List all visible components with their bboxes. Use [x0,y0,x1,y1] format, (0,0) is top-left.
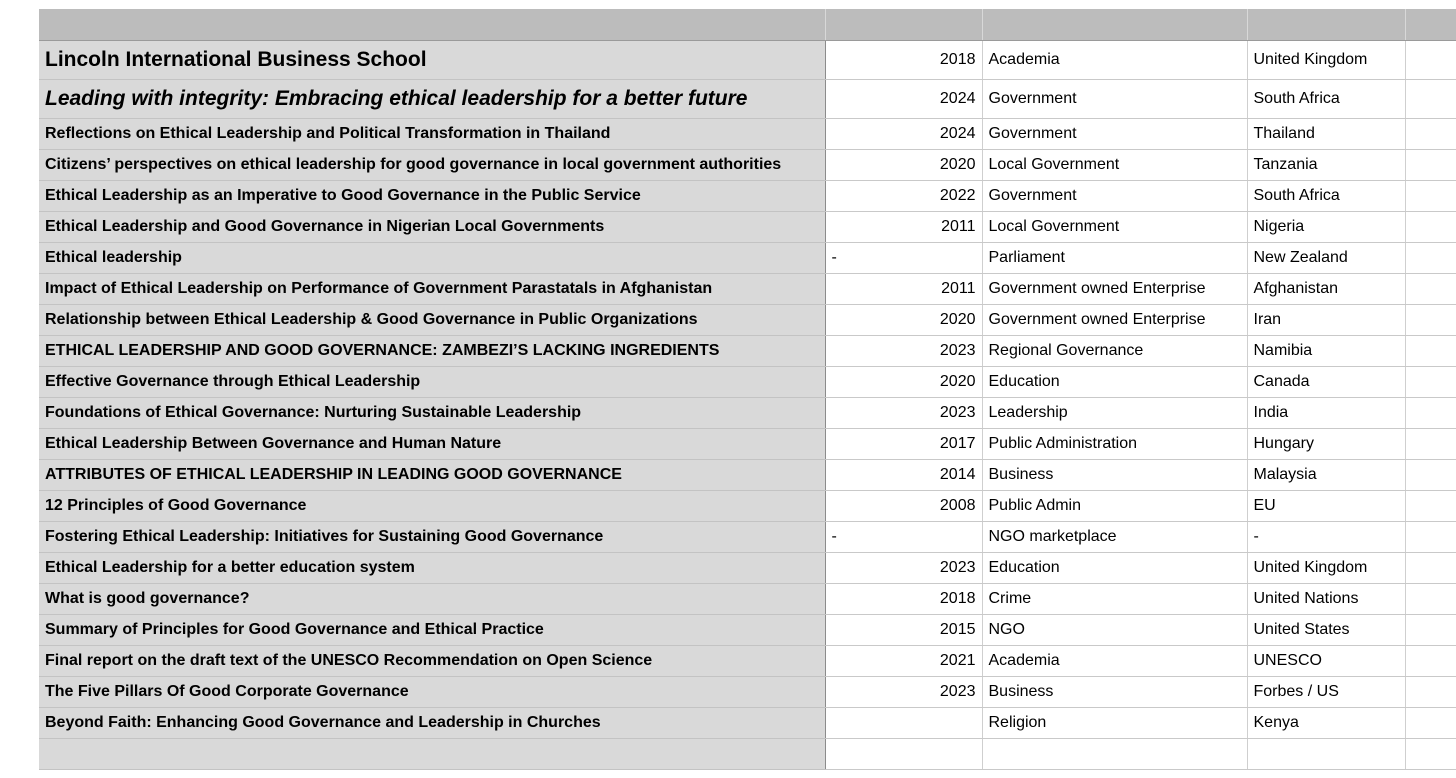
year-cell[interactable]: 2023 [825,336,982,367]
table-row [39,274,1456,305]
year-cell[interactable]: 2011 [825,274,982,305]
empty-cell[interactable] [1405,212,1456,243]
title-cell[interactable]: Beyond Faith: Enhancing Good Governance and Leadership in Churches [39,708,825,739]
header-row [39,9,1456,41]
header-cell-title[interactable] [39,9,825,41]
title-cell[interactable]: Relationship between Ethical Leadership & Good Governance in Public Organizations [39,305,825,336]
table-row [39,336,1456,367]
empty-cell[interactable] [1405,150,1456,181]
sector-cell[interactable]: Local Government [982,150,1247,181]
table-row [39,243,1456,274]
sector-cell[interactable]: Public Admin [982,491,1247,522]
year-cell[interactable]: 2018 [825,41,982,80]
table-row [39,460,1456,491]
country-cell[interactable]: Forbes / US [1247,677,1405,708]
year-cell[interactable] [825,708,982,739]
year-cell[interactable]: 2008 [825,491,982,522]
table-row [39,646,1456,677]
year-cell[interactable]: 2020 [825,305,982,336]
table-row [39,41,1456,80]
country-cell[interactable]: India [1247,398,1405,429]
title-cell[interactable]: Ethical Leadership for a better education system [39,553,825,584]
sector-cell[interactable]: Public Administration [982,429,1247,460]
empty-cell[interactable] [1405,491,1456,522]
table-row [39,615,1456,646]
sector-cell[interactable]: Leadership [982,398,1247,429]
sector-cell[interactable]: NGO [982,615,1247,646]
table-row [39,739,1456,770]
empty-cell[interactable] [1405,305,1456,336]
year-cell[interactable]: 2023 [825,677,982,708]
table-row [39,429,1456,460]
year-cell[interactable]: 2020 [825,367,982,398]
sector-cell[interactable]: Local Government [982,212,1247,243]
title-cell[interactable]: 12 Principles of Good Governance [39,491,825,522]
year-cell[interactable]: 2011 [825,212,982,243]
empty-cell[interactable] [1405,677,1456,708]
header-cell-year[interactable] [825,9,982,41]
title-cell[interactable]: Ethical Leadership as an Imperative to Good Governance in the Public Service [39,181,825,212]
title-cell[interactable]: Impact of Ethical Leadership on Performance of Government Parastatals in Afghanistan [39,274,825,305]
table-row [39,553,1456,584]
year-cell[interactable]: 2022 [825,181,982,212]
country-cell[interactable]: Iran [1247,305,1405,336]
empty-cell[interactable] [1405,584,1456,615]
sector-cell[interactable]: Government [982,119,1247,150]
year-cell[interactable]: 2023 [825,398,982,429]
country-cell[interactable] [1247,739,1405,770]
country-cell[interactable]: Thailand [1247,119,1405,150]
country-cell[interactable]: Afghanistan [1247,274,1405,305]
table-row [39,150,1456,181]
table-row [39,522,1456,553]
country-cell[interactable]: Malaysia [1247,460,1405,491]
empty-cell[interactable] [1405,367,1456,398]
header-cell-sector[interactable] [982,9,1247,41]
year-cell[interactable]: 2024 [825,80,982,119]
title-cell[interactable]: Reflections on Ethical Leadership and Political Transformation in Thailand [39,119,825,150]
country-cell[interactable]: Kenya [1247,708,1405,739]
year-cell[interactable]: 2017 [825,429,982,460]
country-cell[interactable]: United Kingdom [1247,41,1405,80]
country-cell[interactable]: Hungary [1247,429,1405,460]
title-cell[interactable]: Ethical leadership [39,243,825,274]
header-cell-country[interactable] [1247,9,1405,41]
table-row [39,708,1456,739]
year-cell[interactable]: 2014 [825,460,982,491]
country-cell[interactable]: New Zealand [1247,243,1405,274]
sector-cell[interactable]: Government owned Enterprise [982,305,1247,336]
table-row [39,181,1456,212]
sector-cell[interactable]: Business [982,677,1247,708]
title-cell[interactable]: ATTRIBUTES OF ETHICAL LEADERSHIP IN LEADING GOOD GOVERNANCE [39,460,825,491]
sector-cell[interactable]: Business [982,460,1247,491]
title-cell[interactable] [39,739,825,770]
table-row [39,398,1456,429]
table-row [39,305,1456,336]
title-cell[interactable]: The Five Pillars Of Good Corporate Governance [39,677,825,708]
country-cell[interactable]: Tanzania [1247,150,1405,181]
country-cell[interactable]: EU [1247,491,1405,522]
sector-cell[interactable]: Academia [982,41,1247,80]
sector-cell[interactable]: Education [982,553,1247,584]
year-cell[interactable]: 2021 [825,646,982,677]
empty-cell[interactable] [1405,646,1456,677]
empty-cell[interactable] [1405,708,1456,739]
country-cell[interactable]: - [1247,522,1405,553]
empty-cell[interactable] [1405,243,1456,274]
country-cell[interactable]: Nigeria [1247,212,1405,243]
sector-cell[interactable]: Religion [982,708,1247,739]
title-cell[interactable]: Foundations of Ethical Governance: Nurturing Sustainable Leadership [39,398,825,429]
year-cell[interactable] [825,739,982,770]
empty-cell[interactable] [1405,739,1456,770]
empty-cell[interactable] [1405,553,1456,584]
sector-cell[interactable]: Education [982,367,1247,398]
table-row [39,80,1456,119]
empty-cell[interactable] [1405,119,1456,150]
title-cell[interactable]: Final report on the draft text of the UNESCO Recommendation on Open Science [39,646,825,677]
year-cell[interactable]: 2024 [825,119,982,150]
year-cell[interactable]: 2015 [825,615,982,646]
empty-cell[interactable] [1405,80,1456,119]
sector-cell[interactable]: Government [982,181,1247,212]
empty-cell[interactable] [1405,522,1456,553]
table-row [39,212,1456,243]
country-cell[interactable]: United Nations [1247,584,1405,615]
country-cell[interactable]: Canada [1247,367,1405,398]
empty-cell[interactable] [1405,41,1456,80]
year-cell[interactable]: 2018 [825,584,982,615]
sector-cell[interactable]: Government owned Enterprise [982,274,1247,305]
title-cell[interactable]: Ethical Leadership and Good Governance in Nigerian Local Governments [39,212,825,243]
title-cell[interactable]: Ethical Leadership Between Governance and Human Nature [39,429,825,460]
empty-cell[interactable] [1405,181,1456,212]
sector-cell[interactable]: NGO marketplace [982,522,1247,553]
sector-cell[interactable]: Parliament [982,243,1247,274]
country-cell[interactable]: United States [1247,615,1405,646]
title-cell[interactable]: Leading with integrity: Embracing ethical leadership for a better future [39,80,825,119]
sector-cell[interactable]: Academia [982,646,1247,677]
sector-cell[interactable] [982,739,1247,770]
country-cell[interactable]: Namibia [1247,336,1405,367]
table-row [39,677,1456,708]
table-row [39,584,1456,615]
country-cell[interactable]: South Africa [1247,181,1405,212]
country-cell[interactable]: South Africa [1247,80,1405,119]
title-cell[interactable]: Fostering Ethical Leadership: Initiatives for Sustaining Good Governance [39,522,825,553]
empty-cell[interactable] [1405,460,1456,491]
table-row [39,491,1456,522]
country-cell[interactable]: UNESCO [1247,646,1405,677]
data-table [39,9,1456,770]
title-cell[interactable]: ETHICAL LEADERSHIP AND GOOD GOVERNANCE: ZAMBEZI’S LACKING INGREDIENTS [39,336,825,367]
spreadsheet [39,9,1456,770]
year-cell[interactable]: 2020 [825,150,982,181]
sector-cell[interactable]: Crime [982,584,1247,615]
table-row [39,119,1456,150]
title-cell[interactable]: Citizens’ perspectives on ethical leadership for good governance in local government authorities [39,150,825,181]
header-cell-extra[interactable] [1405,9,1456,41]
year-cell[interactable]: - [825,243,982,274]
sector-cell[interactable]: Regional Governance [982,336,1247,367]
empty-cell[interactable] [1405,615,1456,646]
year-cell[interactable]: - [825,522,982,553]
title-cell[interactable]: Summary of Principles for Good Governance and Ethical Practice [39,615,825,646]
title-cell[interactable]: Effective Governance through Ethical Leadership [39,367,825,398]
year-cell[interactable]: 2023 [825,553,982,584]
empty-cell[interactable] [1405,398,1456,429]
title-cell[interactable]: What is good governance? [39,584,825,615]
empty-cell[interactable] [1405,429,1456,460]
title-cell[interactable]: Lincoln International Business School [39,41,825,80]
sector-cell[interactable]: Government [982,80,1247,119]
empty-cell[interactable] [1405,336,1456,367]
empty-cell[interactable] [1405,274,1456,305]
table-row [39,367,1456,398]
country-cell[interactable]: United Kingdom [1247,553,1405,584]
